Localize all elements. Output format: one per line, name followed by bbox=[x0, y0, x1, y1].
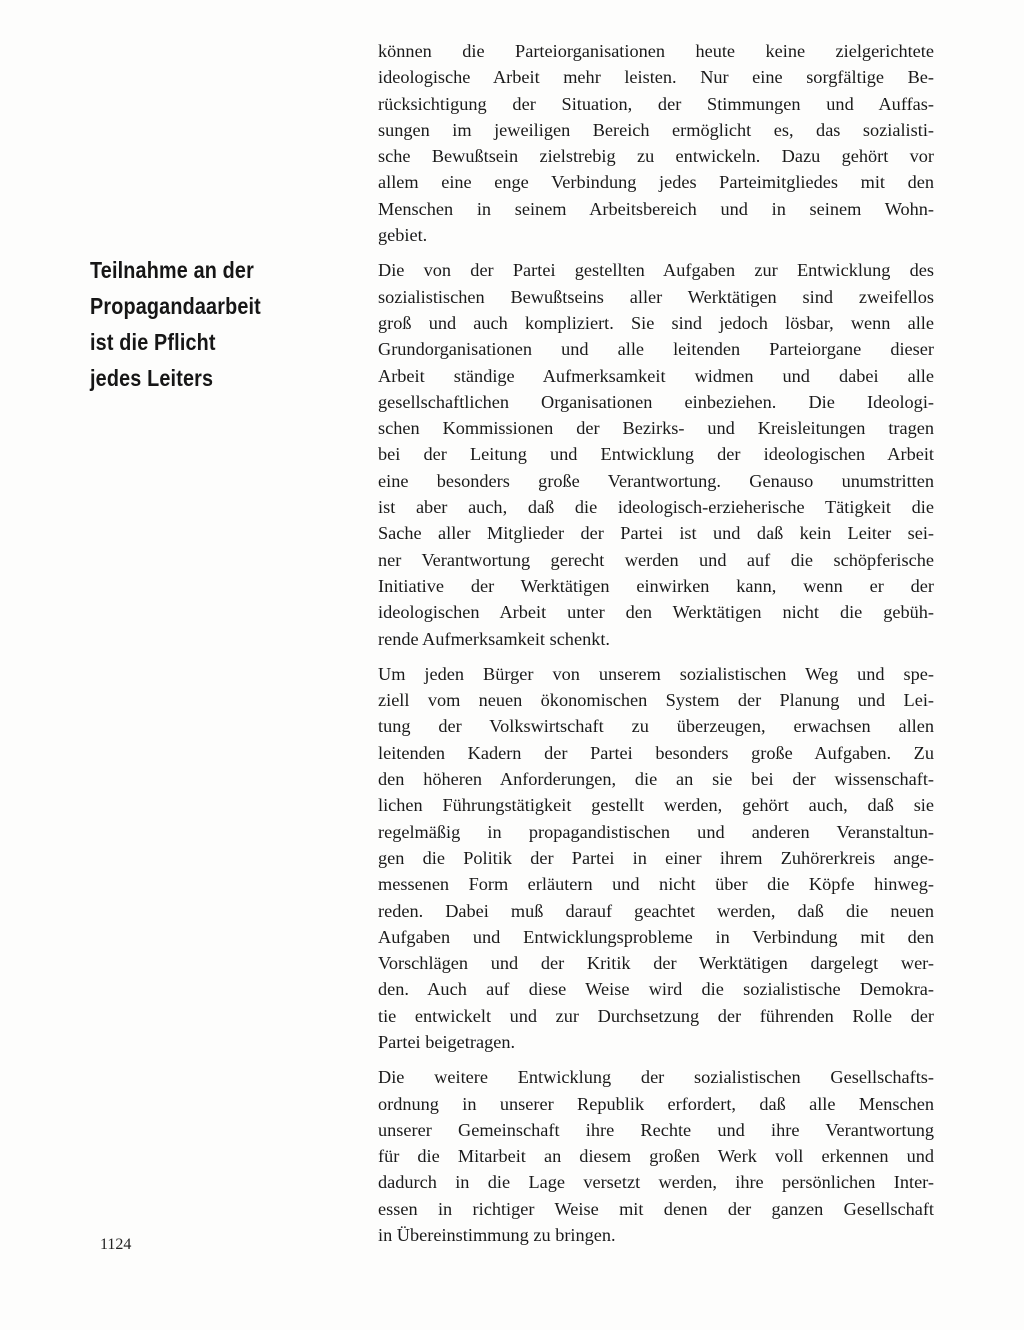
text-line: unserer Gemeinschaft ihre Rechte und ihre Verantwortung bbox=[378, 1119, 934, 1140]
text-line: sungen im jeweiligen Bereich ermöglicht es, das sozialisti- bbox=[378, 119, 934, 140]
text-line: in Übereinstimmung zu bringen. bbox=[378, 1225, 616, 1246]
text-line: ner Verantwortung gerecht werden und auf die schöpferische bbox=[378, 549, 934, 570]
text-line: rende Aufmerksamkeit schenkt. bbox=[378, 628, 610, 649]
text-line: gen die Politik der Partei in einer ihrem Zuhörerkreis ange- bbox=[378, 847, 934, 868]
text-line: messenen Form erläutern und nicht über die Köpfe hinweg- bbox=[378, 874, 934, 895]
text-line: den höheren Anforderungen, die an sie bei der wissenschaft- bbox=[378, 769, 934, 790]
text-line: Sache aller Mitglieder der Partei ist und daß kein Leiter sei- bbox=[378, 523, 934, 544]
text-line: ordnung in unserer Republik erfordert, daß alle Menschen bbox=[378, 1093, 934, 1114]
text-line: dadurch in die Lage versetzt werden, ihre persönlichen Inter- bbox=[378, 1172, 934, 1193]
text-line: Die von der Partei gestellten Aufgaben zur Entwicklung des bbox=[378, 260, 934, 281]
text-line: Arbeit ständige Aufmerksamkeit widmen und dabei alle bbox=[378, 365, 934, 386]
body-text-column bbox=[378, 38, 934, 1257]
text-line: Menschen in seinem Arbeitsbereich und in seinem Wohn- bbox=[378, 198, 934, 219]
text-line: ist aber auch, daß die ideologisch-erzieherische Tätigkeit die bbox=[378, 497, 934, 518]
text-line: ideologischen Arbeit unter den Werktätigen nicht die gebüh- bbox=[378, 602, 934, 623]
paragraph bbox=[378, 257, 934, 651]
text-line: ideologische Arbeit mehr leisten. Nur eine sorgfältige Be- bbox=[378, 67, 934, 88]
text-line: groß und auch kompliziert. Sie sind jedoch lösbar, wenn alle bbox=[378, 312, 934, 333]
text-line: können die Parteiorganisationen heute keine zielgerichtete bbox=[378, 41, 934, 61]
text-line: Partei beigetragen. bbox=[378, 1031, 516, 1052]
text-line: tie entwickelt und zur Durchsetzung der führenden Rolle der bbox=[378, 1005, 934, 1026]
margin-heading bbox=[90, 252, 288, 396]
text-line: eine besonders große Verantwortung. Genauso unumstritten bbox=[378, 470, 934, 491]
text-line: Aufgaben und Entwicklungsprobleme in Verbindung mit den bbox=[378, 926, 934, 947]
margin-heading-line: Propagandaarbeit bbox=[90, 293, 261, 319]
text-line: Vorschlägen und der Kritik der Werktätigen dargelegt wer- bbox=[378, 953, 934, 974]
text-line: lichen Führungstätigkeit gestellt werden, gehört auch, daß sie bbox=[378, 795, 934, 816]
text-line: gesellschaftlichen Organisationen einbeziehen. Die Ideologi- bbox=[378, 391, 934, 412]
paragraph bbox=[378, 38, 934, 248]
paragraph bbox=[378, 1064, 934, 1248]
text-line: essen in richtiger Weise mit denen der ganzen Gesellschaft bbox=[378, 1198, 934, 1219]
text-line: Die weitere Entwicklung der sozialistischen Gesellschafts- bbox=[378, 1067, 934, 1088]
text-line: reden. Dabei muß darauf geachtet werden, daß die neuen bbox=[378, 900, 934, 921]
text-line: allem eine enge Verbindung jedes Parteimitgliedes mit den bbox=[378, 172, 934, 193]
margin-heading-line: Teilnahme an der bbox=[90, 257, 254, 283]
text-line: ziell vom neuen ökonomischen System der Planung und Lei- bbox=[378, 690, 934, 711]
text-line: sche Bewußtsein zielstrebig zu entwickeln. Dazu gehört vor bbox=[378, 146, 934, 167]
text-line: sozialistischen Bewußtseins aller Werktätigen sind zweifellos bbox=[378, 286, 934, 307]
text-line: Initiative der Werktätigen einwirken kann, wenn er der bbox=[378, 575, 934, 596]
page-number: 1124 bbox=[100, 1236, 132, 1253]
text-line: Um jeden Bürger von unserem sozialistischen Weg und spe- bbox=[378, 663, 934, 684]
text-line: gebiet. bbox=[378, 225, 428, 246]
text-line: leitenden Kadern der Partei besonders große Aufgaben. Zu bbox=[378, 742, 934, 763]
text-line: regelmäßig in propagandistischen und anderen Veranstaltun- bbox=[378, 821, 934, 842]
text-line: rücksichtigung der Situation, der Stimmungen und Auffas- bbox=[378, 93, 934, 114]
text-line: den. Auch auf diese Weise wird die sozialistische Demokra- bbox=[378, 979, 934, 1000]
margin-heading-line: ist die Pflicht bbox=[90, 329, 216, 355]
text-line: für die Mitarbeit an diesem großen Werk voll erkennen und bbox=[378, 1146, 934, 1167]
text-line: Grundorganisationen und alle leitenden Parteiorgane dieser bbox=[378, 339, 934, 360]
text-line: schen Kommissionen der Bezirks- und Kreisleitungen tragen bbox=[378, 418, 934, 439]
margin-heading-line: jedes Leiters bbox=[90, 365, 214, 391]
text-line: bei der Leitung und Entwicklung der ideologischen Arbeit bbox=[378, 444, 934, 465]
paragraph bbox=[378, 661, 934, 1055]
text-line: tung der Volkswirtschaft zu überzeugen, erwachsen allen bbox=[378, 716, 934, 737]
